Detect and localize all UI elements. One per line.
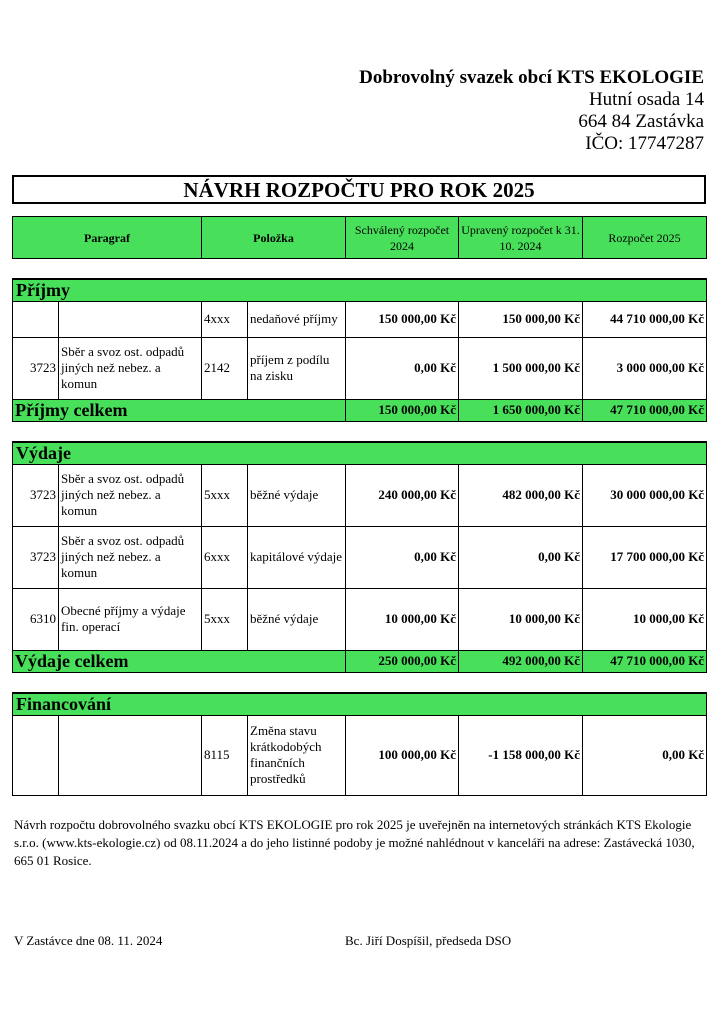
row-polozka-name: Změna stavu krátkodobých finančních prostředků	[248, 715, 346, 795]
publication-note: Návrh rozpočtu dobrovolného svazku obcí KTS EKOLOGIE pro rok 2025 je uveřejněn na internetových stránkách KTS Ekologie s.r.o. (www.kts-ekologie.cz) od 08.11.2024 a do jeho listinné podoby je možné nahlédnout v kanceláři na adrese: Zastávecká 1030, 665 01 Rosice.	[14, 817, 695, 868]
total-upraveny: 492 000,00 Kč	[459, 650, 583, 672]
financovani-table	[12, 692, 707, 796]
section-title-vydaje: Výdaje	[13, 442, 707, 464]
total-rozpocet: 47 710 000,00 Kč	[583, 650, 707, 672]
row-rozpocet: 0,00 Kč	[583, 715, 707, 795]
table-row	[13, 301, 707, 337]
place-date: V Zastávce dne 08. 11. 2024	[14, 933, 163, 948]
org-city: 664 84 Zastávka	[578, 111, 704, 132]
row-rozpocet: 30 000 000,00 Kč	[583, 464, 707, 526]
row-paragraf-name	[59, 301, 202, 337]
col-paragraf: Paragraf	[13, 217, 202, 259]
row-polozka: 2142	[202, 337, 248, 399]
row-paragraf-name: Obecné příjmy a výdaje fin. operací	[59, 588, 202, 650]
row-schvaleny: 100 000,00 Kč	[346, 715, 459, 795]
col-polozka: Položka	[202, 217, 346, 259]
row-upraveny: 0,00 Kč	[459, 526, 583, 588]
table-row	[13, 526, 707, 588]
row-schvaleny: 150 000,00 Kč	[346, 301, 459, 337]
row-polozka: 6xxx	[202, 526, 248, 588]
row-rozpocet: 44 710 000,00 Kč	[583, 301, 707, 337]
row-polozka: 5xxx	[202, 588, 248, 650]
row-polozka: 4xxx	[202, 301, 248, 337]
vydaje-table	[12, 441, 707, 673]
row-upraveny: 150 000,00 Kč	[459, 301, 583, 337]
row-polozka: 8115	[202, 715, 248, 795]
row-schvaleny: 10 000,00 Kč	[346, 588, 459, 650]
org-ico: IČO: 17747287	[585, 133, 704, 154]
row-polozka-name: příjem z podílu na zisku	[248, 337, 346, 399]
row-paragraf-name	[59, 715, 202, 795]
row-upraveny: 482 000,00 Kč	[459, 464, 583, 526]
total-label: Výdaje celkem	[13, 650, 346, 672]
row-polozka: 5xxx	[202, 464, 248, 526]
column-header-table	[12, 216, 707, 259]
total-schvaleny: 150 000,00 Kč	[346, 399, 459, 421]
table-row	[13, 464, 707, 526]
prijmy-table	[12, 278, 707, 422]
row-paragraf: 6310	[13, 588, 59, 650]
total-upraveny: 1 650 000,00 Kč	[459, 399, 583, 421]
row-paragraf	[13, 301, 59, 337]
org-street: Hutní osada 14	[588, 89, 704, 110]
row-rozpocet: 17 700 000,00 Kč	[583, 526, 707, 588]
row-paragraf: 3723	[13, 464, 59, 526]
page-title: NÁVRH ROZPOČTU PRO ROK 2025	[12, 175, 706, 204]
row-polozka-name: kapitálové výdaje	[248, 526, 346, 588]
row-schvaleny: 240 000,00 Kč	[346, 464, 459, 526]
table-row	[13, 337, 707, 399]
section-title-prijmy: Příjmy	[13, 279, 707, 301]
row-paragraf: 3723	[13, 337, 59, 399]
col-schvaleny: Schválený rozpočet 2024	[346, 217, 459, 259]
org-name: Dobrovolný svazek obcí KTS EKOLOGIE	[359, 67, 704, 88]
org-header	[359, 67, 704, 155]
row-polozka-name: běžné výdaje	[248, 464, 346, 526]
row-paragraf-name: Sběr a svoz ost. odpadů jiných než nebez. a komun	[59, 337, 202, 399]
row-upraveny: -1 158 000,00 Kč	[459, 715, 583, 795]
row-rozpocet: 3 000 000,00 Kč	[583, 337, 707, 399]
row-schvaleny: 0,00 Kč	[346, 337, 459, 399]
row-polozka-name: nedaňové příjmy	[248, 301, 346, 337]
row-polozka-name: běžné výdaje	[248, 588, 346, 650]
table-row	[13, 588, 707, 650]
total-rozpocet: 47 710 000,00 Kč	[583, 399, 707, 421]
total-label: Příjmy celkem	[13, 399, 346, 421]
total-row-vydaje	[13, 650, 707, 672]
row-paragraf: 3723	[13, 526, 59, 588]
row-schvaleny: 0,00 Kč	[346, 526, 459, 588]
total-row-prijmy	[13, 399, 707, 421]
row-paragraf-name: Sběr a svoz ost. odpadů jiných než nebez. a komun	[59, 464, 202, 526]
row-rozpocet: 10 000,00 Kč	[583, 588, 707, 650]
signature: Bc. Jiří Dospíšil, předseda DSO	[345, 933, 512, 948]
table-row	[13, 715, 707, 795]
col-rozpocet: Rozpočet 2025	[583, 217, 707, 259]
col-upraveny: Upravený rozpočet k 31. 10. 2024	[459, 217, 583, 259]
section-title-financovani: Financování	[13, 693, 707, 715]
row-upraveny: 1 500 000,00 Kč	[459, 337, 583, 399]
row-paragraf-name: Sběr a svoz ost. odpadů jiných než nebez. a komun	[59, 526, 202, 588]
total-schvaleny: 250 000,00 Kč	[346, 650, 459, 672]
row-upraveny: 10 000,00 Kč	[459, 588, 583, 650]
row-paragraf	[13, 715, 59, 795]
